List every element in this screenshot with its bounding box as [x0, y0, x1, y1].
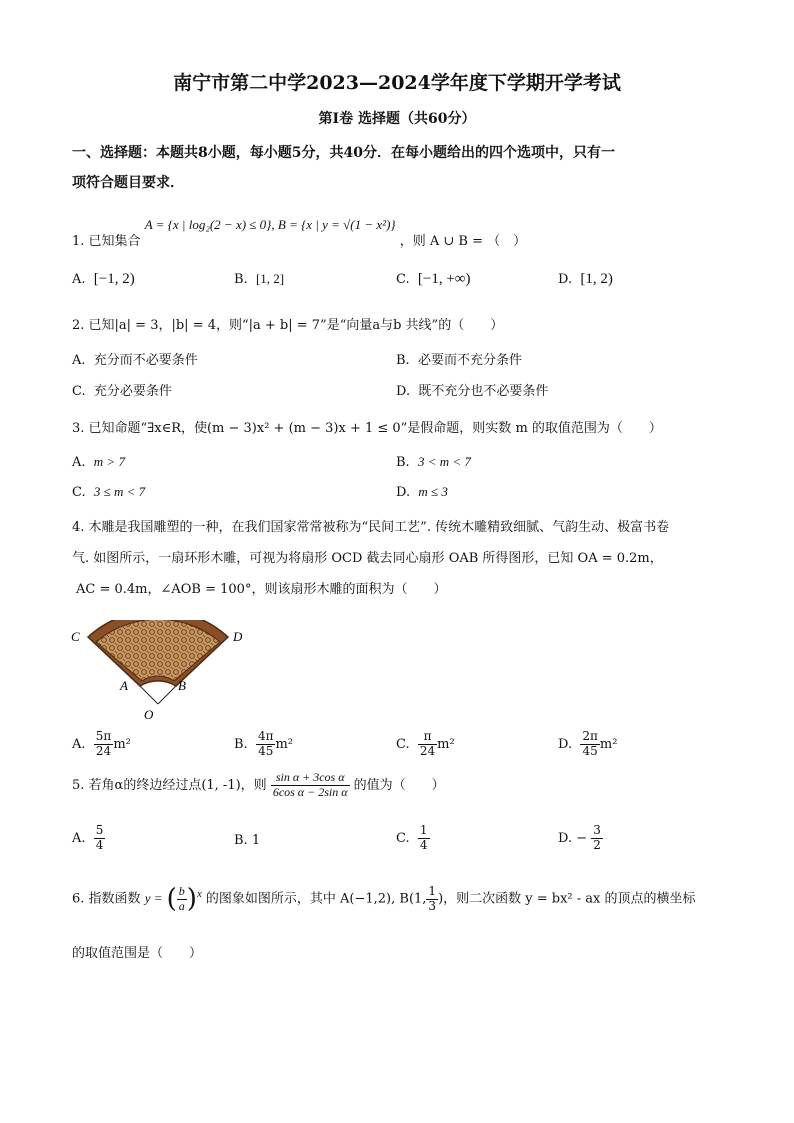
q2-option-d: D. 既不充分也不必要条件	[396, 384, 549, 399]
page-title: 南宁市第二中学2023—2024学年度下学期开学考试	[173, 72, 621, 94]
question-4-line2: 气. 如图所示，一扇环形木雕，可视为将扇形 OCD 截去同心扇形 OAB 所得图形，已知 OA = 0.2m，	[72, 551, 663, 566]
section-instruction-line1: 一、选择题：本题共8小题，每小题5分，共40分．在每小题给出的四个选项中，只有一	[72, 145, 615, 161]
fan-carved-panel	[96, 620, 220, 681]
q1-prefix: 1. 已知集合	[72, 234, 141, 249]
fan-wood-carving-figure	[68, 620, 248, 722]
q2-option-a: A. 充分而不必要条件	[72, 353, 198, 368]
question-6-line1: 6. 指数函数 y = ( $\frac{b}{a}$ )$^x$ 的图象如图所示，其中 A(−1,2), B(1, $\frac{1}{3}$ )，则二次函数 y = bx² - ax 的顶点的横坐标	[72, 883, 696, 914]
q3-option-c: C. 3 ≤ m < 7	[72, 484, 146, 500]
label-c: C	[71, 629, 80, 644]
q5-option-d: D. − $\frac{3}{2}$	[558, 823, 601, 852]
question-4-line3: AC = 0.4m，∠AOB = 100°，则该扇形木雕的面积为（ ）	[76, 582, 447, 597]
question-5: 5. 若角α的终边经过点(1, -1)，则 $\frac{\text{sin α + 3cos α}}{\text{6cos α − 2sin α}}$ 的值为（ ）	[72, 770, 445, 799]
q1-option-c: C. [−1, +∞)	[396, 271, 471, 287]
q2-option-b: B. 必要而不充分条件	[396, 353, 522, 368]
q5-option-c: C. $\frac{1}{4}$	[396, 823, 428, 852]
label-o: O	[144, 707, 154, 722]
q3-option-b: B. 3 < m < 7	[396, 454, 471, 470]
q5-option-b: B. 1	[234, 833, 261, 848]
label-b: B	[178, 678, 186, 693]
question-3: 3. 已知命题“∃x∈R，使(m − 3)x² + (m − 3)x + 1 ≤ 0”是假命题，则实数 m 的取值范围为（ ）	[72, 421, 662, 436]
q1-suffix: ，则 A ∪ B = （ ）	[399, 234, 527, 249]
question-1	[72, 217, 527, 249]
q1-option-b: B. [1, 2]	[234, 271, 285, 287]
q1-option-d: D. [1, 2)	[558, 271, 613, 287]
q2-option-c: C. 充分必要条件	[72, 384, 172, 399]
label-a: A	[120, 678, 128, 693]
q3-option-a: A. m > 7	[72, 454, 125, 470]
q4-option-c: C. $\frac{\pi}{24}$ m²	[396, 729, 455, 758]
section-instruction-line2: 项符合题目要求．	[72, 175, 184, 191]
q5-option-a: A. $\frac{5}{4}$	[72, 823, 104, 852]
section-subtitle: 第Ⅰ卷 选择题（共60分）	[318, 111, 476, 127]
q4-option-a: A. $\frac{5\pi}{24}$ m²	[72, 729, 131, 758]
q5-expression: $\frac{\text{sin α + 3cos α}}{\text{6cos α − 2sin α}}$	[272, 770, 348, 799]
q3-option-d: D. m ≤ 3	[396, 484, 448, 500]
q4-option-d: D. $\frac{2\pi}{45}$ m²	[558, 729, 618, 758]
q1-sets: A = {x | log₂(2 − x) ≤ 0}, B = {x | y = √(1 − x²)}	[144, 217, 396, 232]
question-2: 2. 已知|a| = 3，|b| = 4，则“|a + b| = 7”是“向量a与b 共线”的（ ）	[72, 318, 504, 333]
q1-option-a: A. [−1, 2)	[72, 271, 135, 287]
question-4-line1: 4. 木雕是我国雕塑的一种，在我们国家常常被称为“民间工艺”. 传统木雕精致细腻、气韵生动、极富书卷	[72, 520, 670, 535]
q4-option-b: B. $\frac{4\pi}{45}$ m²	[234, 729, 294, 758]
label-d: D	[233, 629, 243, 644]
question-6-line2: 的取值范围是（ ）	[72, 946, 203, 961]
